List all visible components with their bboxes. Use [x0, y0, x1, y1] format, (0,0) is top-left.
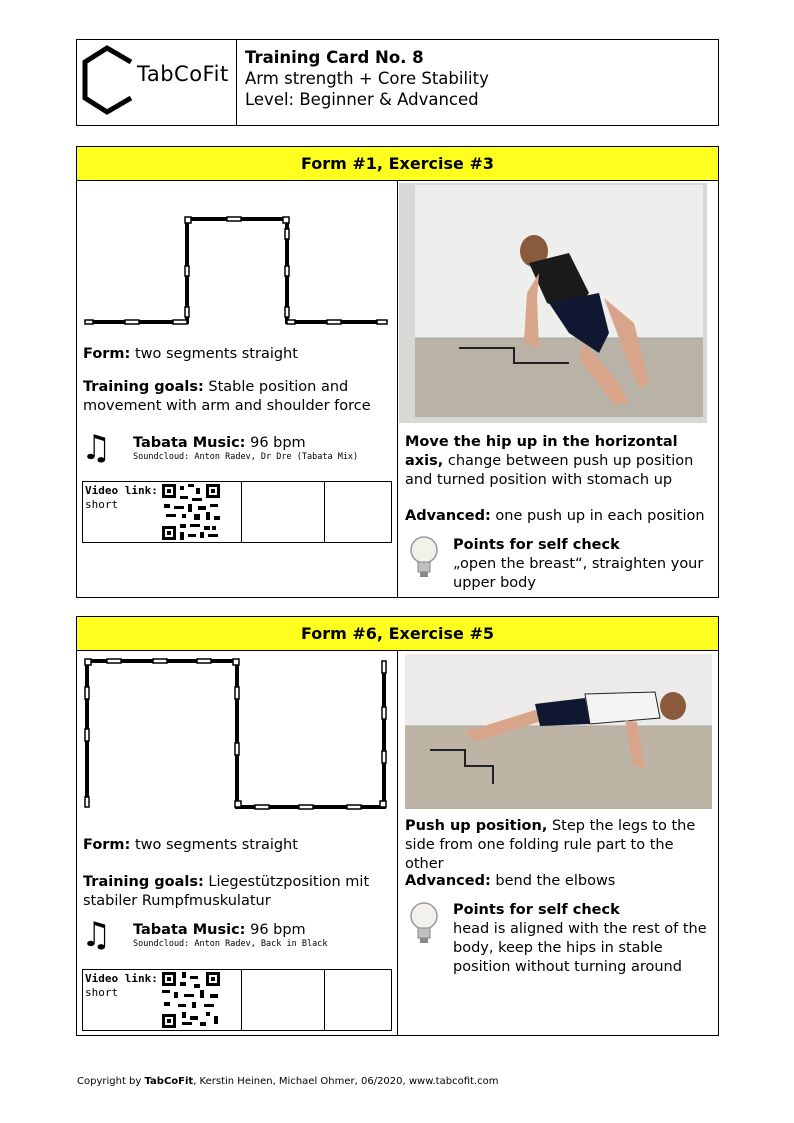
tabata-line	[133, 921, 306, 939]
logo-text: TabCoFit	[137, 62, 229, 86]
form-diagram	[77, 651, 397, 811]
video-link-table	[82, 969, 392, 1031]
logo	[77, 40, 237, 125]
advanced-line	[405, 872, 615, 891]
instruction	[405, 433, 705, 490]
goals-value: Stable position and movement with arm and shoulder force	[83, 379, 371, 414]
form-value: two segments straight	[134, 837, 298, 853]
goals-value: Liegestützposition mit stabiler Rumpfmuskulatur	[83, 874, 370, 909]
video-label	[85, 972, 158, 1000]
self-check	[453, 536, 713, 593]
soundcloud-credit: Soundcloud: Anton Radev, Back in Black	[133, 939, 328, 949]
video-link-label: Video link:	[85, 972, 158, 985]
form-line	[83, 345, 298, 364]
video-cell	[241, 970, 242, 1030]
card-subtitle: Arm strength + Core Stability	[245, 69, 489, 88]
video-label	[85, 484, 158, 512]
music-note-icon: ♫	[81, 428, 112, 468]
self-check	[453, 901, 713, 977]
qr-code-icon[interactable]	[162, 972, 220, 1028]
exercise-title: Form #1, Exercise #3	[77, 147, 718, 181]
column-divider	[397, 650, 398, 1035]
advanced-value: bend the elbows	[495, 873, 616, 889]
tabata-label: Tabata Music:	[133, 922, 246, 938]
advanced-line	[405, 507, 705, 526]
video-cell	[324, 970, 325, 1030]
video-cell	[241, 482, 242, 542]
instruction-bold: Move the hip up in the horizontal axis,	[405, 434, 678, 469]
tabata-bpm: 96 bpm	[250, 435, 306, 451]
card-level: Level: Beginner & Advanced	[245, 90, 479, 109]
footer-rest: , Kerstin Heinen, Michael Ohmer, 06/2020, www.tabcofit.com	[193, 1076, 499, 1087]
self-check-label: Points for self check	[453, 902, 620, 918]
instruction	[405, 817, 715, 874]
video-link-table	[82, 481, 392, 543]
tabata-bpm: 96 bpm	[250, 922, 306, 938]
goals-label: Training goals:	[83, 874, 204, 890]
goals-label: Training goals:	[83, 379, 204, 395]
instruction-rest: change between push up position and turned position with stomach up	[405, 453, 694, 488]
form-value: two segments straight	[134, 346, 298, 362]
self-check-label: Points for self check	[453, 537, 620, 553]
footer	[77, 1076, 498, 1087]
goals-line	[83, 378, 383, 416]
footer-prefix: Copyright by	[77, 1076, 142, 1087]
card-title: Training Card No. 8	[245, 48, 424, 67]
advanced-label: Advanced:	[405, 873, 491, 889]
video-link-sub: short	[85, 986, 119, 999]
advanced-label: Advanced:	[405, 508, 491, 524]
goals-line	[83, 873, 383, 911]
video-link-label: Video link:	[85, 484, 158, 497]
instruction-bold: Push up position,	[405, 818, 548, 834]
exercise-card-1	[76, 146, 719, 598]
self-check-value: head is aligned with the rest of the body, keep the hips in stable position without turning around	[453, 921, 707, 975]
header-text	[245, 47, 489, 110]
music-note-icon: ♫	[81, 915, 112, 955]
exercise-photo	[399, 183, 707, 423]
exercise-card-2	[76, 616, 719, 1036]
footer-brand: TabCoFit	[144, 1076, 194, 1087]
lightbulb-icon	[409, 535, 439, 583]
column-divider	[397, 180, 398, 597]
qr-code-icon[interactable]	[162, 484, 220, 540]
exercise-title: Form #6, Exercise #5	[77, 617, 718, 651]
instruction-rest: Step the legs to the side from one folding rule part to the other	[405, 818, 696, 872]
tabata-line	[133, 434, 306, 452]
self-check-value: „open the breast“, straighten your upper body	[453, 556, 704, 591]
advanced-value: one push up in each position	[495, 508, 705, 524]
video-cell	[324, 482, 325, 542]
form-diagram	[77, 181, 397, 341]
form-label: Form:	[83, 837, 131, 853]
header	[76, 39, 719, 126]
tabata-label: Tabata Music:	[133, 435, 246, 451]
exercise-photo	[405, 654, 712, 809]
form-line	[83, 836, 298, 855]
video-link-sub: short	[85, 498, 119, 511]
soundcloud-credit: Soundcloud: Anton Radev, Dr Dre (Tabata Mix)	[133, 452, 359, 462]
lightbulb-icon	[409, 901, 439, 949]
form-label: Form:	[83, 346, 131, 362]
